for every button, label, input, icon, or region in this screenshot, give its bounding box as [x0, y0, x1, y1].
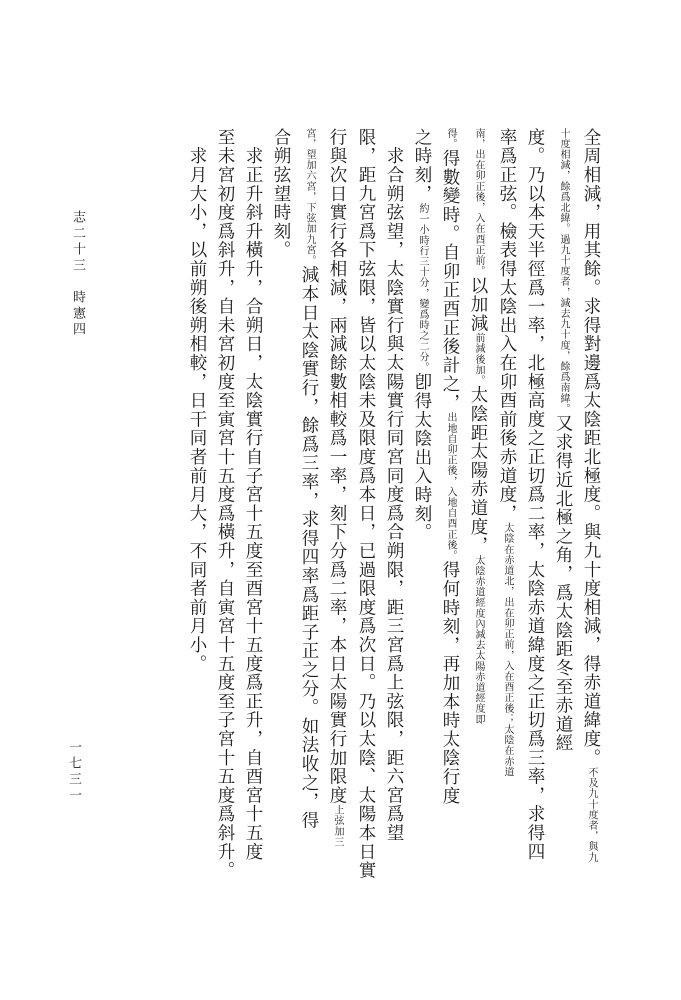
annotation-note: 不及九十度者，與九 — [586, 767, 597, 863]
text-column — [268, 128, 294, 260]
text-column — [550, 128, 576, 753]
main-text: 之時刻， — [412, 128, 432, 204]
main-text: 以加減 — [468, 276, 488, 333]
text-column — [240, 128, 266, 861]
main-text: 減本日太陰實行，餘爲三率，求得四率爲距子正之分。如法收之，得 — [299, 265, 319, 830]
main-text: 得數變時。自卯正酉正後計之， — [440, 149, 460, 413]
annotation-note: 約一小時行三十分，變爲時之二分。 — [417, 203, 428, 373]
main-text: 至未宮初度爲斜升，自未宮初度至寅宮十五度爲橫升，自寅宮十五度至子宮十五度爲斜升。 — [215, 128, 235, 880]
text-column — [409, 128, 435, 542]
text-column — [324, 128, 350, 847]
main-text: 行與次日實行各相減，兩減餘數相較爲一率，刻下分爲二率，本日太陽實行加限度 — [327, 128, 347, 805]
main-text: 得何時刻，再加本時太陰行度 — [440, 560, 460, 806]
annotation-note: 前減後加。 — [473, 332, 484, 386]
main-text: 又求得近北極之角，爲太陰距冬至赤道經 — [553, 414, 573, 753]
text-column — [296, 128, 322, 830]
annotation-note: 宮，望加六宮，下弦加九宮。 — [304, 128, 315, 266]
text-column — [184, 128, 210, 673]
main-text: 率爲正弦。檢表得太陰出入在卯酉前後赤道度， — [497, 128, 517, 523]
main-text: 太陰距太陽赤道度， — [468, 385, 488, 556]
annotation-note: 得。 — [445, 128, 456, 150]
annotation-note: 南，出在卯正後，入在酉正前。 — [473, 128, 484, 277]
text-column — [212, 128, 238, 880]
annotation-note: 太陰赤道經度內減去太陽赤道經度即 — [473, 555, 484, 725]
text-column — [522, 128, 548, 861]
annotation-note: 太陰在赤道北，出在卯正前，入在酉正後；太陰在赤道 — [502, 522, 513, 778]
main-text: 卽得太陰出入時刻。 — [412, 372, 432, 543]
main-text: 限，距九宮爲下弦限，皆以太陰未及限度爲本日，已過限度爲次日。乃以太陰、太陽本日實 — [356, 128, 376, 880]
main-text: 求月大小，以前朔後朔相較，日干同者前月大，不同者前月小。 — [187, 128, 207, 674]
main-text: 度。乃以本天半徑爲一率，北極高度之正切爲二率，太陰赤道緯度之正切爲三率，求得四 — [525, 128, 545, 862]
main-text: 全周相減，用其餘。求得對邊爲太陰距北極度。與九十度相減，得赤道緯度。 — [581, 128, 601, 768]
text-column — [578, 128, 604, 863]
annotation-note: 上弦加三 — [332, 804, 343, 848]
annotation-note: 十度相減，餘爲北緯。過九十度者，減去九十度，餘爲南緯。 — [558, 128, 569, 415]
main-text: 求合朔弦望，太陰實行與太陽實行同宮同度爲合朔限，距三宮爲上弦限，距六宮爲望 — [384, 128, 404, 843]
main-text: 合朔弦望時刻。 — [271, 128, 291, 260]
annotation-note: 出地自卯正後，入地自酉正後。 — [445, 412, 456, 561]
text-column — [465, 128, 491, 725]
text-column — [494, 128, 520, 777]
page-number: 一七三一 — [66, 740, 81, 804]
text-column — [353, 128, 379, 880]
running-head: 志二十三 時憲四 — [70, 210, 85, 338]
main-text: 求正升斜升橫升，合朔日，太陰實行自子宮十五度至酉宮十五度爲正升，自酉宮十五度 — [243, 128, 263, 862]
text-column — [437, 128, 463, 805]
text-column — [381, 128, 407, 842]
